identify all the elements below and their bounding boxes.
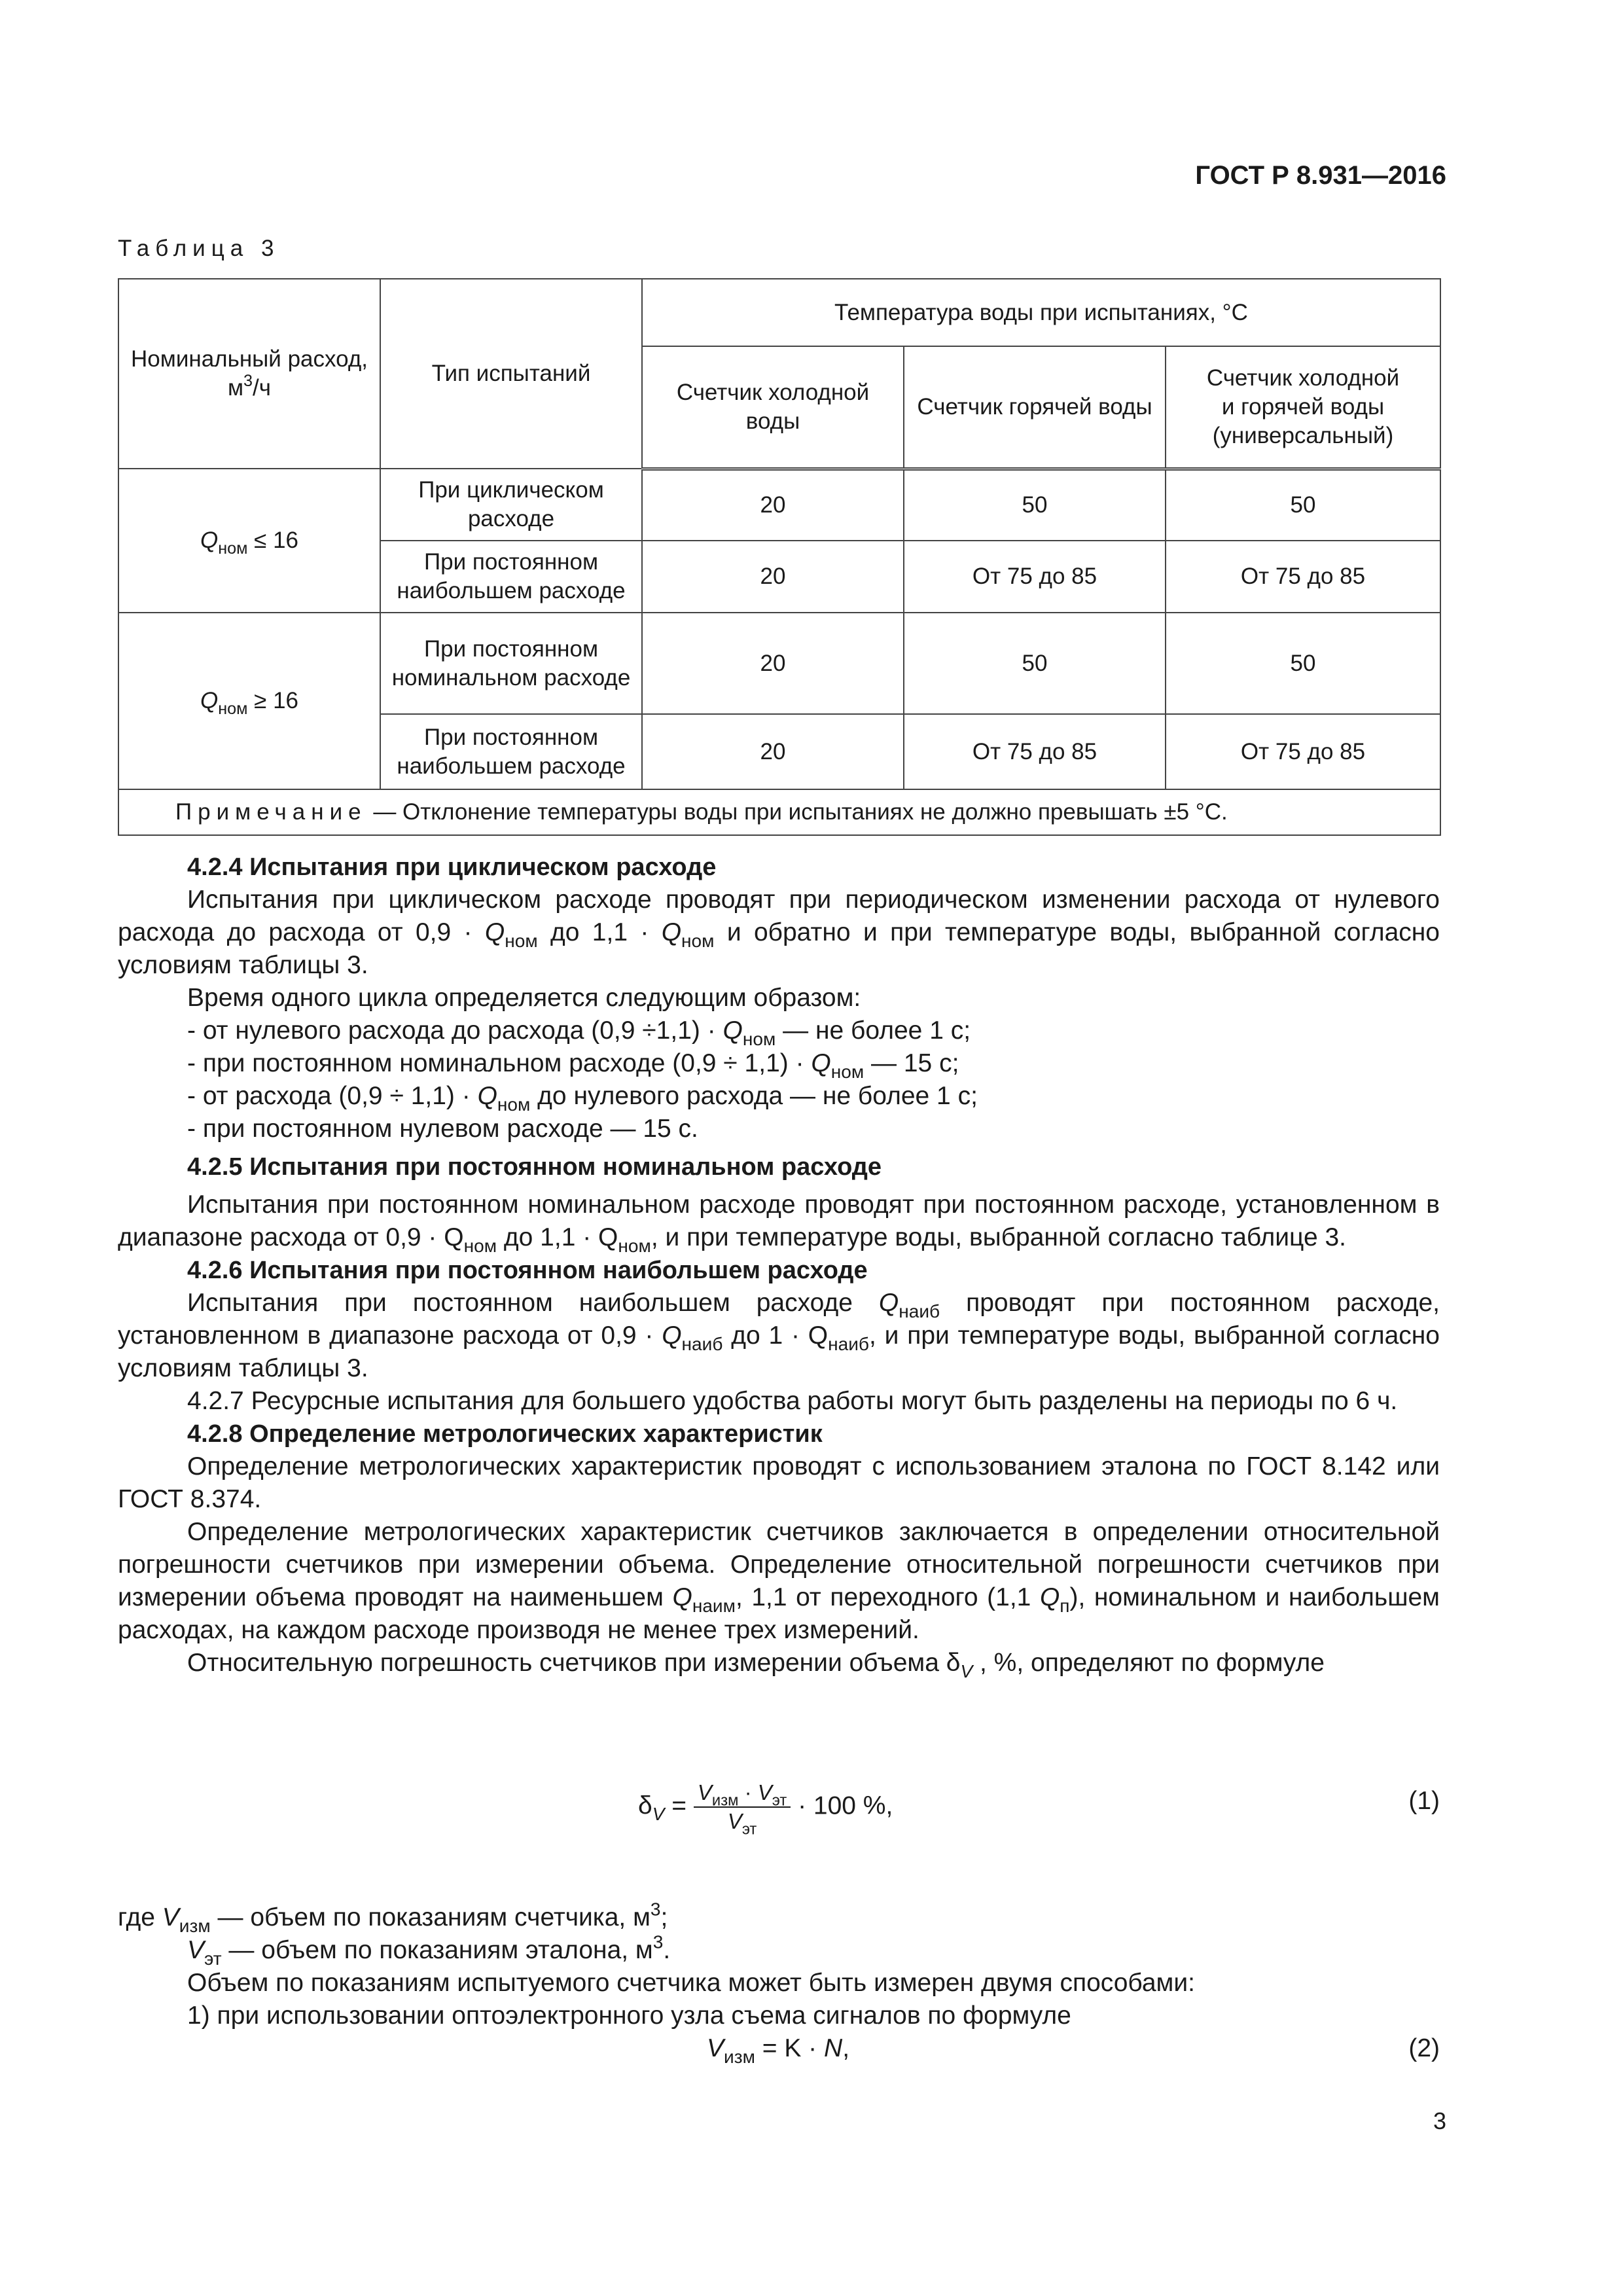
formula-2: $V_{изм} = K \cdot N$, bbox=[707, 2034, 850, 2067]
row4-type: При постоянном наибольшем расходе bbox=[380, 714, 642, 789]
paragraph: Испытания при постоянном номинальном расходе проводят при постоянном расходе, установленном в диапазоне расхода от $0,9 \cdot Q_{ном}$ до $1,1 \cdot Q_{ном}$, и при температуре воды, выбранной согласно таблице 3. bbox=[118, 1191, 1440, 1256]
row3-hot: 50 bbox=[904, 613, 1166, 714]
document-code: ГОСТ Р 8.931—2016 bbox=[1195, 161, 1446, 190]
heading-4-2-4: 4.2.4 Испытания при циклическом расходе bbox=[187, 853, 717, 881]
group2-condition: $Q_{ном} \ge 16$ bbox=[118, 613, 380, 789]
group1-condition: $Q_{ном} \le 16$ bbox=[118, 469, 380, 613]
row1-universal: 50 bbox=[1166, 469, 1440, 541]
formula-2-number: (2) bbox=[1408, 2034, 1440, 2062]
row3-universal: 50 bbox=[1166, 613, 1440, 714]
header-cold-meter: Счетчик холодной воды bbox=[642, 346, 904, 469]
where-block bbox=[118, 1901, 1440, 2032]
paragraph: Испытания при постоянном наибольшем расходе $Q_{наиб}$ проводят при постоянном расходе, установленном в диапазоне расхода от $0,9 \cdot Q_{наиб}$ до $1 \cdot Q_{наиб}$, и при температуре воды, выбранной согласно условиям таблицы 3. bbox=[118, 1289, 1440, 1382]
header-hot-meter: Счетчик горячей воды bbox=[904, 346, 1166, 469]
row1-type: При циклическом расходе bbox=[380, 469, 642, 541]
row4-hot: От 75 до 85 bbox=[904, 714, 1166, 789]
main-text bbox=[118, 851, 1440, 1679]
header-test-type: Тип испытаний bbox=[380, 279, 642, 469]
heading-4-2-5: 4.2.5 Испытания при постоянном номинальном расходе bbox=[187, 1153, 882, 1181]
header-nominal-flow: Номинальный расход, $м^3/ч$ bbox=[118, 279, 380, 469]
table-note: Примечание — Отклонение температуры воды при испытаниях не должно превышать ±5 °С. bbox=[118, 789, 1440, 835]
heading-4-2-8: 4.2.8 Определение метрологических характеристик bbox=[187, 1420, 823, 1448]
header-universal-meter: Счетчик холодной и горячей воды (универсальный) bbox=[1166, 346, 1440, 469]
row2-hot: От 75 до 85 bbox=[904, 541, 1166, 613]
paragraph: Определение метрологических характеристик счетчиков заключается в определении относительной погрешности счетчиков при измерении объема. Определение относительной погрешности счетчиков при измерении объема проводят на наименьшем $Q_{наим}$, 1,1 от переходного (1,1 $Q_п$), номинальном и наибольшем расходах, на каждом расходе производя не менее трех измерений. bbox=[118, 1518, 1440, 1644]
list-item: - при постоянном номинальном расходе $(0,9 \div 1,1) \cdot Q_{ном}$ — 15 с; bbox=[187, 1049, 959, 1082]
row4-universal: От 75 до 85 bbox=[1166, 714, 1440, 789]
page-number: 3 bbox=[1433, 2108, 1446, 2134]
row2-type: При постоянном наибольшем расходе bbox=[380, 541, 642, 613]
row3-type: При постоянном номинальном расходе bbox=[380, 613, 642, 714]
where-line-1: где $V_{изм}$ — объем по показаниям счетчика, $м^3$; bbox=[118, 1899, 668, 1936]
formula-1: $\delta_V$ = $\frac{V_{изм} \cdot V_{эт}}{V_{эт}}$ · 100 %, bbox=[638, 1780, 893, 1839]
paragraph: Время одного цикла определяется следующим образом: bbox=[187, 984, 861, 1012]
table-row bbox=[118, 469, 1440, 541]
header-water-temperature: Температура воды при испытаниях, °С bbox=[642, 279, 1440, 346]
heading-4-2-6: 4.2.6 Испытания при постоянном наибольшем расходе bbox=[187, 1257, 868, 1284]
table-3 bbox=[118, 278, 1441, 836]
row2-universal: От 75 до 85 bbox=[1166, 541, 1440, 613]
formula-1-fraction: $\frac{V_{изм} \cdot V_{эт}}{V_{эт}}$ bbox=[694, 1780, 791, 1834]
paragraph: Относительную погрешность счетчиков при измерении объема $\delta_V$ , %, определяют по формуле bbox=[187, 1649, 1325, 1681]
table-row bbox=[118, 613, 1440, 714]
row1-hot: 50 bbox=[904, 469, 1166, 541]
row3-cold: 20 bbox=[642, 613, 904, 714]
row4-cold: 20 bbox=[642, 714, 904, 789]
list-item: - от расхода $(0,9 \div 1,1) \cdot Q_{ном}$ до нулевого расхода — не более 1 с; bbox=[187, 1082, 978, 1115]
paragraph: Определение метрологических характеристик проводят с использованием эталона по ГОСТ 8.142 или ГОСТ 8.374. bbox=[118, 1452, 1440, 1513]
paragraph: Объем по показаниям испытуемого счетчика может быть измерен двумя способами: bbox=[187, 1969, 1195, 1997]
where-line-2: $V_{эт}$ — объем по показаниям эталона, $м^3$. bbox=[187, 1931, 671, 1969]
row2-cold: 20 bbox=[642, 541, 904, 613]
list-item: - при постоянном нулевом расходе — 15 с. bbox=[187, 1115, 698, 1143]
list-item: - от нулевого расхода до расхода $(0,9 \div 1,1) \cdot Q_{ном}$ — не более 1 с; bbox=[187, 1016, 971, 1049]
paragraph: Испытания при циклическом расходе проводят при периодическом изменении расхода от нулевого расхода до расхода от $0,9 \cdot Q_{ном}$ до $1,1 \cdot Q_{ном}$ и обратно и при температуре воды, выбранной согласно условиям таблицы 3. bbox=[118, 886, 1440, 979]
row1-cold: 20 bbox=[642, 469, 904, 541]
paragraph-4-2-7: 4.2.7 Ресурсные испытания для большего удобства работы могут быть разделены на периоды по 6 ч. bbox=[187, 1387, 1398, 1415]
table-caption: Таблица 3 bbox=[118, 236, 280, 261]
formula-1-number: (1) bbox=[1408, 1787, 1440, 1815]
paragraph: 1) при использовании оптоэлектронного узла съема сигналов по формуле bbox=[187, 2001, 1071, 2030]
